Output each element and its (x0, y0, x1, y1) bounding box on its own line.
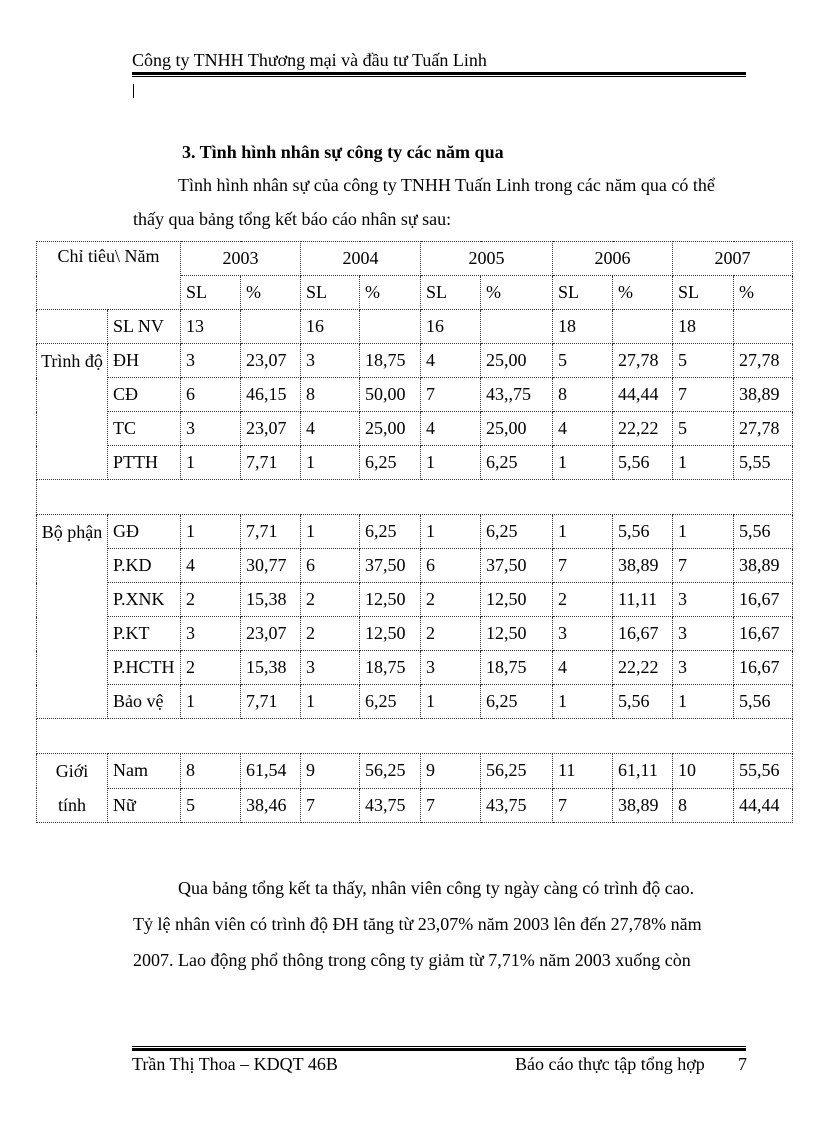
sub-header-pct: % (241, 276, 301, 310)
year-header: 2006 (553, 242, 673, 276)
intro-line-1: Tình hình nhân sự của công ty TNHH Tuấn Linh trong các năm qua có thể (178, 175, 715, 195)
cell: 12,50 (481, 617, 553, 651)
cell: 1 (301, 446, 360, 480)
cell: 4 (181, 549, 241, 583)
cell: 1 (553, 685, 613, 719)
cell: 12,50 (481, 583, 553, 617)
cell: 56,25 (481, 754, 553, 789)
cell: 7 (673, 549, 734, 583)
conclusion-paragraph (133, 870, 745, 978)
cell: 5,56 (734, 685, 793, 719)
cell: 1 (673, 685, 734, 719)
cell: 6,25 (360, 446, 421, 480)
total-value: 18 (673, 310, 734, 344)
cell: 5 (673, 412, 734, 446)
footer-divider (132, 1046, 746, 1051)
cell: 5,55 (734, 446, 793, 480)
cell: 1 (673, 515, 734, 549)
sub-header-pct: % (481, 276, 553, 310)
cell: 16,67 (734, 617, 793, 651)
cell: 18,75 (360, 651, 421, 685)
cell: 2 (421, 583, 481, 617)
cell: 1 (673, 446, 734, 480)
cell: 1 (553, 515, 613, 549)
cell: 5,56 (613, 515, 673, 549)
cell: 37,50 (481, 549, 553, 583)
cell: 4 (553, 651, 613, 685)
cell: 16,67 (734, 583, 793, 617)
cell: 37,50 (360, 549, 421, 583)
cell: 6 (181, 378, 241, 412)
cell: 2 (301, 583, 360, 617)
cell: 1 (181, 446, 241, 480)
intro-line-2: thấy qua bảng tổng kết báo cáo nhân sự sau: (133, 209, 452, 229)
cell: 3 (673, 617, 734, 651)
cell: 18,75 (481, 651, 553, 685)
cell: 2 (301, 617, 360, 651)
cell: 1 (421, 685, 481, 719)
year-header: 2004 (301, 242, 421, 276)
cell: 7,71 (241, 685, 301, 719)
cell: 3 (181, 412, 241, 446)
row-label: Nam (108, 754, 181, 789)
empty-cell (481, 310, 553, 344)
cell: 38,89 (734, 378, 793, 412)
cell: 4 (421, 344, 481, 378)
cell: 56,25 (360, 754, 421, 789)
year-header: 2007 (673, 242, 793, 276)
total-value: 18 (553, 310, 613, 344)
cell: 50,00 (360, 378, 421, 412)
cell: 7 (301, 788, 360, 823)
spacer-row (37, 719, 793, 754)
cell: 5,56 (734, 515, 793, 549)
sub-header-sl: SL (673, 276, 734, 310)
cell: 10 (673, 754, 734, 789)
cell: 8 (673, 788, 734, 823)
cell: 5 (673, 344, 734, 378)
row-label: P.KD (108, 549, 181, 583)
cell: 27,78 (734, 412, 793, 446)
corner-label: Chỉ tiêu\ Năm (37, 242, 181, 310)
cell: 7 (421, 788, 481, 823)
row-label: P.XNK (108, 583, 181, 617)
sub-header-pct: % (613, 276, 673, 310)
sub-header-sl: SL (553, 276, 613, 310)
cell: 1 (181, 515, 241, 549)
empty-cell (241, 310, 301, 344)
page-number: 7 (738, 1054, 747, 1074)
cell: 38,89 (734, 549, 793, 583)
cell: 46,15 (241, 378, 301, 412)
cell: 3 (181, 344, 241, 378)
section-heading: 3. Tình hình nhân sự công ty các năm qua (182, 142, 504, 162)
cell: 23,07 (241, 617, 301, 651)
table-row (37, 685, 793, 719)
total-value: 16 (301, 310, 360, 344)
year-header: 2005 (421, 242, 553, 276)
cell: 27,78 (613, 344, 673, 378)
conclusion-line-2: Tỷ lệ nhân viên có trình độ ĐH tăng từ 23,07% năm 2003 lên đến 27,78% năm (133, 914, 702, 934)
cell: 25,00 (360, 412, 421, 446)
row-label: ĐH (108, 344, 181, 378)
cell: 6,25 (481, 685, 553, 719)
cell: 43,75 (481, 788, 553, 823)
cell: 5,56 (613, 685, 673, 719)
row-label: Bảo vệ (108, 685, 181, 719)
empty-cell (613, 310, 673, 344)
conclusion-text: Qua bảng tổng kết ta thấy, nhân viên công ty ngày càng có trình độ cao. (178, 878, 695, 898)
cell: 4 (421, 412, 481, 446)
cell: 22,22 (613, 651, 673, 685)
total-value: 16 (421, 310, 481, 344)
conclusion-line-3: 2007. Lao động phổ thông trong công ty giảm từ 7,71% năm 2003 xuống còn (133, 950, 691, 970)
cell: 3 (301, 344, 360, 378)
row-label: Nữ (108, 788, 181, 823)
cell: 1 (421, 446, 481, 480)
cell: 4 (301, 412, 360, 446)
cell: 7,71 (241, 515, 301, 549)
sub-header-sl: SL (421, 276, 481, 310)
cell: 7 (673, 378, 734, 412)
row-label: GĐ (108, 515, 181, 549)
cell: 9 (301, 754, 360, 789)
cell: 44,44 (613, 378, 673, 412)
cell: 7 (421, 378, 481, 412)
personnel-table (36, 241, 793, 823)
cell: 3 (673, 583, 734, 617)
cell: 5 (181, 788, 241, 823)
cell: 6,25 (481, 515, 553, 549)
cell: 22,22 (613, 412, 673, 446)
year-header-row (37, 242, 793, 276)
cell: 9 (421, 754, 481, 789)
cell: 12,50 (360, 617, 421, 651)
cell: 25,00 (481, 344, 553, 378)
cell: 61,54 (241, 754, 301, 789)
cell: 38,46 (241, 788, 301, 823)
table-row (37, 446, 793, 480)
cell: 1 (553, 446, 613, 480)
header-divider (132, 72, 746, 77)
cell: 15,38 (241, 583, 301, 617)
spacer-row (37, 480, 793, 515)
cell: 7 (553, 549, 613, 583)
cell: 7,71 (241, 446, 301, 480)
cell: 5 (553, 344, 613, 378)
cell: 6,25 (481, 446, 553, 480)
cell: 44,44 (734, 788, 793, 823)
cell: 3 (421, 651, 481, 685)
table-row (37, 378, 793, 412)
cell: 3 (181, 617, 241, 651)
table-row (37, 344, 793, 378)
empty-cell (734, 310, 793, 344)
row-label: CĐ (108, 378, 181, 412)
text-cursor (133, 84, 134, 98)
cell: 1 (181, 685, 241, 719)
row-label: P.KT (108, 617, 181, 651)
year-header: 2003 (181, 242, 301, 276)
row-label: TC (108, 412, 181, 446)
cell: 2 (181, 651, 241, 685)
cell: 8 (553, 378, 613, 412)
cell: 11,11 (613, 583, 673, 617)
spacer-cell (37, 480, 793, 515)
table-row (37, 515, 793, 549)
cell: 4 (553, 412, 613, 446)
sub-header-sl: SL (301, 276, 360, 310)
cell: 1 (301, 685, 360, 719)
cell: 2 (181, 583, 241, 617)
table-row (37, 549, 793, 583)
cell: 23,07 (241, 344, 301, 378)
cell: 15,38 (241, 651, 301, 685)
cell: 8 (181, 754, 241, 789)
group-label-gender: Giới tính (37, 754, 108, 823)
sub-header-pct: % (734, 276, 793, 310)
cell: 11 (553, 754, 613, 789)
table-row (37, 583, 793, 617)
total-staff-row (37, 310, 793, 344)
cell: 7 (553, 788, 613, 823)
spacer-cell (37, 719, 793, 754)
table-row (37, 754, 793, 789)
cell: 43,,75 (481, 378, 553, 412)
footer-report-title: Báo cáo thực tập tổng hợp (515, 1054, 705, 1074)
cell: 6 (421, 549, 481, 583)
total-value: 13 (181, 310, 241, 344)
sub-header-pct: % (360, 276, 421, 310)
cell: 12,50 (360, 583, 421, 617)
cell: 2 (421, 617, 481, 651)
table-row (37, 617, 793, 651)
table-row (37, 412, 793, 446)
conclusion-line-1 (133, 870, 745, 906)
empty-cell (360, 310, 421, 344)
cell: 16,67 (613, 617, 673, 651)
cell: 25,00 (481, 412, 553, 446)
table-row (37, 788, 793, 823)
cell: 38,89 (613, 549, 673, 583)
cell: 18,75 (360, 344, 421, 378)
cell: 1 (421, 515, 481, 549)
row-label: PTTH (108, 446, 181, 480)
group-label-department: Bộ phận (37, 515, 108, 719)
cell: 2 (553, 583, 613, 617)
group-label-education: Trình độ (37, 344, 108, 480)
cell: 16,67 (734, 651, 793, 685)
cell: 55,56 (734, 754, 793, 789)
row-label: P.HCTH (108, 651, 181, 685)
cell: 61,11 (613, 754, 673, 789)
cell: 6,25 (360, 685, 421, 719)
header-company-name: Công ty TNHH Thương mại và đầu tư Tuấn Linh (132, 50, 487, 70)
cell: 3 (553, 617, 613, 651)
cell: 30,77 (241, 549, 301, 583)
sub-header-sl: SL (181, 276, 241, 310)
cell: 8 (301, 378, 360, 412)
cell: 3 (301, 651, 360, 685)
footer-author: Trần Thị Thoa – KDQT 46B (132, 1054, 338, 1074)
cell: 27,78 (734, 344, 793, 378)
cell: 1 (301, 515, 360, 549)
cell: 38,89 (613, 788, 673, 823)
table-row (37, 651, 793, 685)
cell: 43,75 (360, 788, 421, 823)
cell: 23,07 (241, 412, 301, 446)
cell: 3 (673, 651, 734, 685)
empty-cell (37, 310, 108, 344)
cell: 5,56 (613, 446, 673, 480)
cell: 6,25 (360, 515, 421, 549)
row-label: SL NV (108, 310, 181, 344)
cell: 6 (301, 549, 360, 583)
